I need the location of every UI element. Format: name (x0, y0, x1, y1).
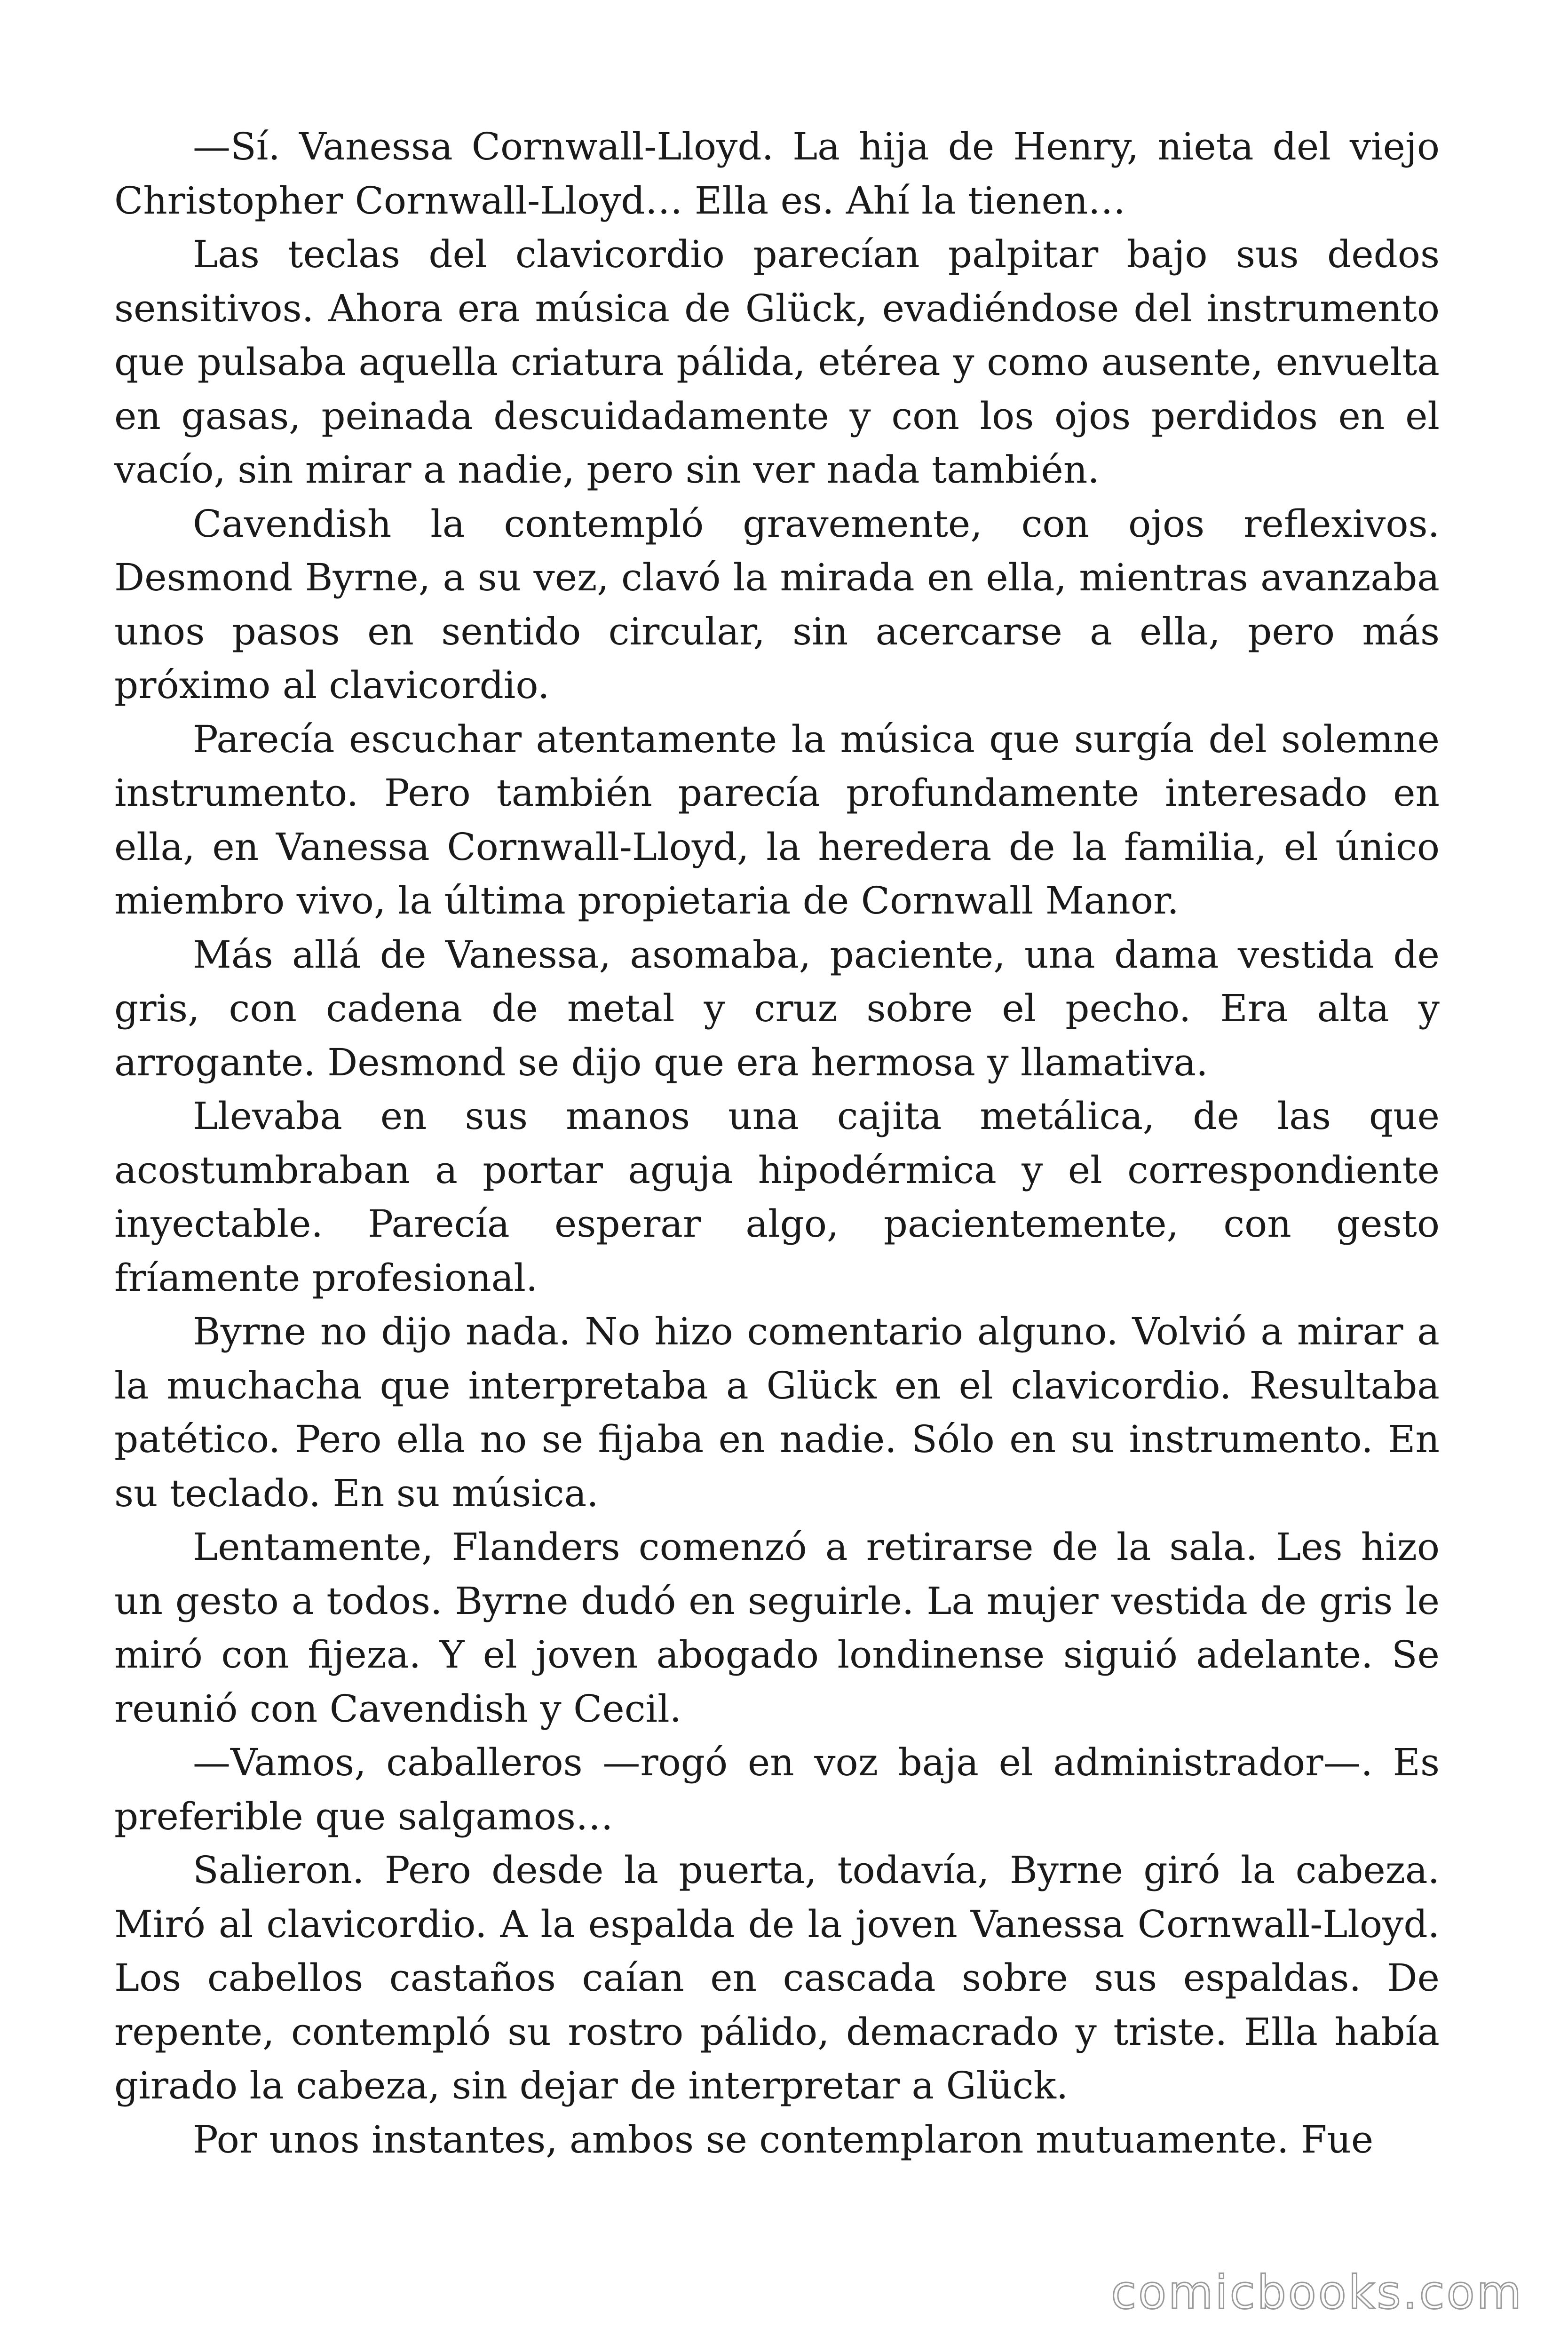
paragraph: Lentamente, Flanders comenzó a retirarse de la sala. Les hizo un gesto a todos. Byrne dudó en seguirle. La mujer vestida de gris le miró con fijeza. Y el joven abogado londinense siguió adelante. Se reunió con Cavendish y Cecil. (114, 1525, 1440, 1731)
paragraph: Salieron. Pero desde la puerta, todavía, Byrne giró la cabeza. Miró al clavicordio. A la espalda de la joven Vanessa Cornwall-Lloyd. Los cabellos castaños caían en cascada sobre sus espaldas. De repente, contempló su rostro pálido, demacrado y triste. Ella había girado la cabeza, sin dejar de interpretar a Glück. (114, 1848, 1440, 2107)
paragraph: Llevaba en sus manos una cajita metálica, de las que acostumbraban a portar aguja hipodérmica y el correspondiente inyectable. Parecía esperar algo, pacientemente, con gesto fríamente profesional. (114, 1094, 1440, 1300)
paragraph: Cavendish la contempló gravemente, con ojos reflexivos. Desmond Byrne, a su vez, clavó la mirada en ella, mientras avanzaba unos pasos en sentido circular, sin acercarse a ella, pero más próximo al clavicordio. (114, 501, 1440, 707)
paragraph: Más allá de Vanessa, asomaba, paciente, una dama vestida de gris, con cadena de metal y cruz sobre el pecho. Era alta y arrogante. Desmond se dijo que era hermosa y llamativa. (114, 932, 1440, 1084)
paragraph: Las teclas del clavicordio parecían palpitar bajo sus dedos sensitivos. Ahora era música de Glück, evadiéndose del instrumento que pulsaba aquella criatura pálida, etérea y como ausente, envuelta en gasas, peinada descuidadamente y con los ojos perdidos en el vacío, sin mirar a nadie, pero sin ver nada también. (114, 232, 1440, 492)
body-text (114, 120, 1440, 2167)
paragraph: —Sí. Vanessa Cornwall-Lloyd. La hija de Henry, nieta del viejo Christopher Cornwall-Lloyd… Ella es. Ahí la tienen… (114, 125, 1440, 222)
watermark: comicbooks.com (1111, 2266, 1523, 2320)
paragraph: Parecía escuchar atentamente la música que surgía del solemne instrumento. Pero también parecía profundamente interesado en ella, en Vanessa Cornwall-Lloyd, la heredera de la familia, el único miembro vivo, la última propietaria de Cornwall Manor. (114, 717, 1440, 922)
paragraph: Byrne no dijo nada. No hizo comentario alguno. Volvió a mirar a la muchacha que interpretaba a Glück en el clavicordio. Resultaba patético. Pero ella no se fijaba en nadie. Sólo en su instrumento. En su teclado. En su música. (114, 1310, 1440, 1515)
paragraph-last: Por unos instantes, ambos se contemplaron mutuamente. Fue (193, 2117, 1374, 2161)
paragraph: —Vamos, caballeros —rogó en voz baja el administrador—. Es preferible que salgamos… (114, 1740, 1440, 1838)
